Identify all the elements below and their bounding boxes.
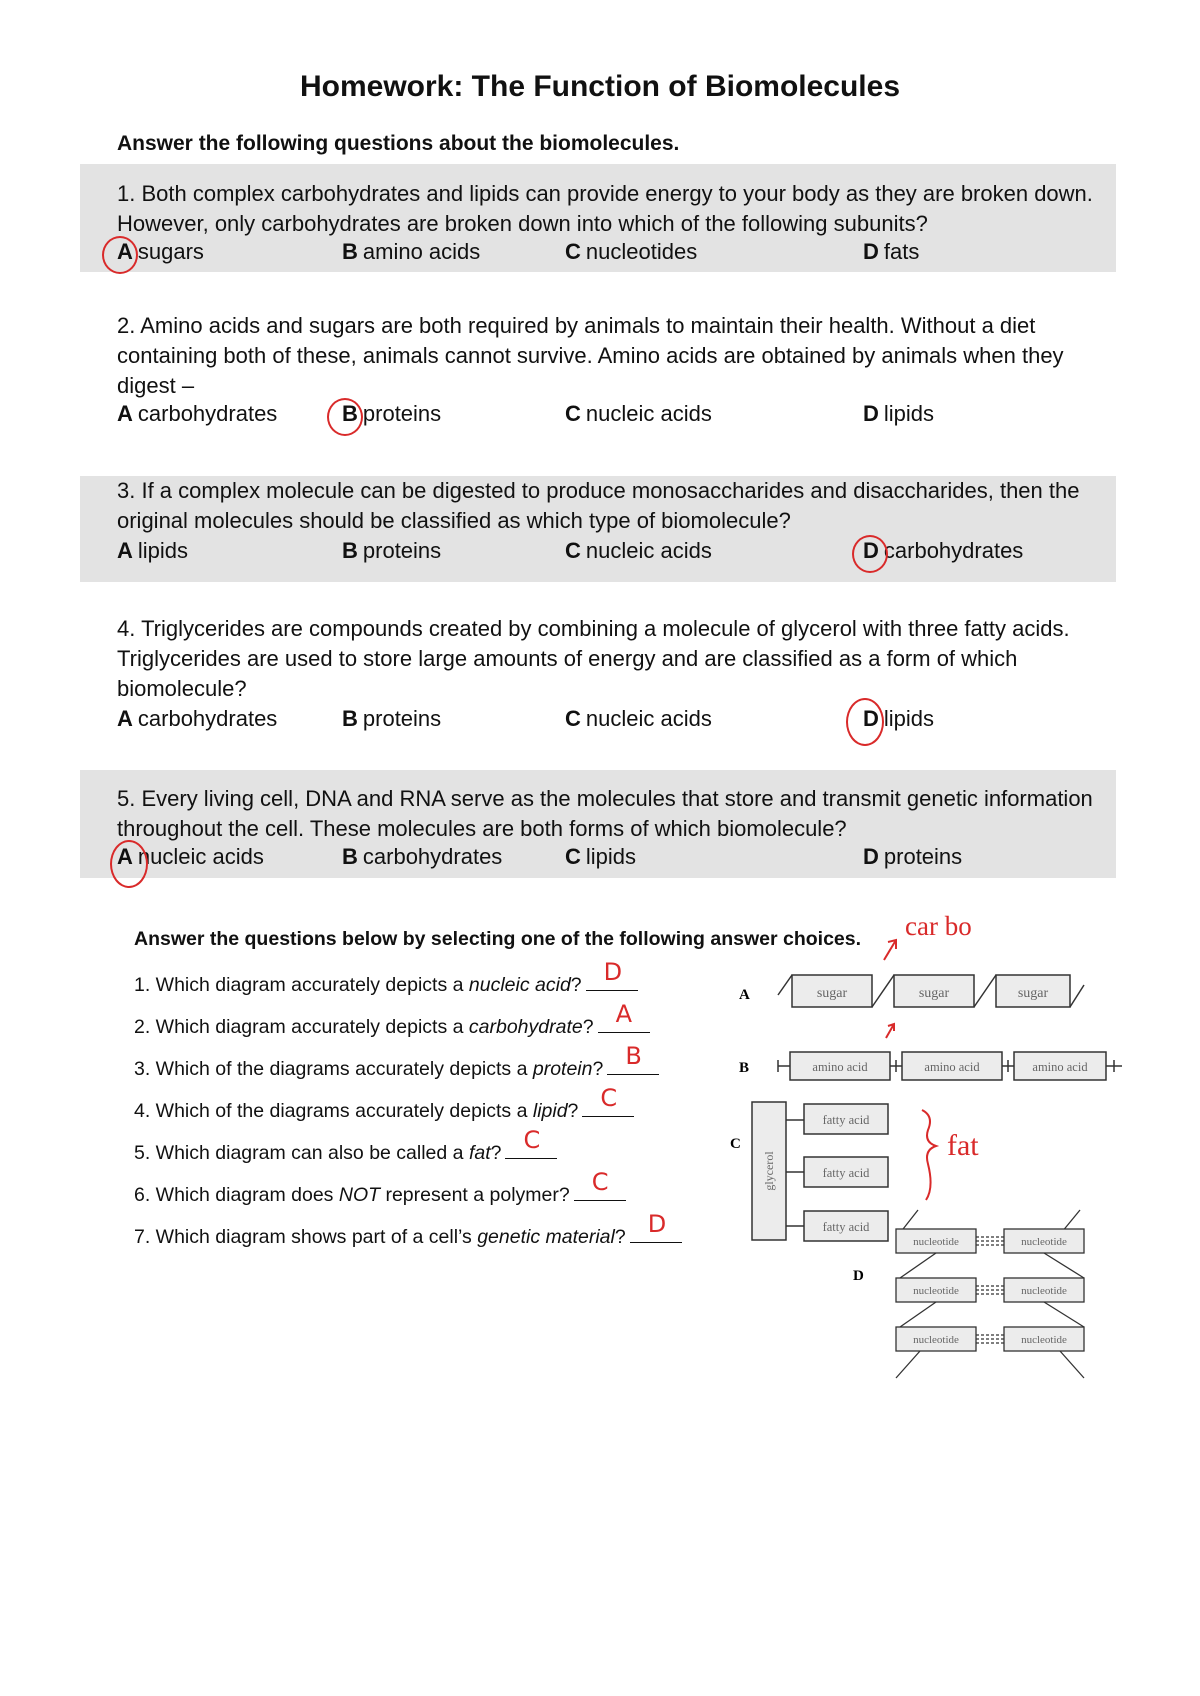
nucleotide-label: nucleotide bbox=[913, 1334, 959, 1346]
fatty-acid-label: fatty acid bbox=[822, 1220, 870, 1234]
matching-question-2: 2. Which diagram accurately depicts a carbohydrate? A bbox=[134, 1012, 650, 1039]
instructions: Answer the following questions about the biomolecules. bbox=[117, 132, 680, 155]
matching-question-4: 4. Which of the diagrams accurately depicts a lipid? C bbox=[134, 1096, 634, 1123]
option-c: C nucleic acids bbox=[565, 401, 712, 426]
option-a: A nucleic acids bbox=[117, 844, 264, 869]
handwritten-carbo: car bo bbox=[905, 911, 972, 941]
option-c: C lipids bbox=[565, 844, 637, 869]
nucleotide-label: nucleotide bbox=[1021, 1236, 1067, 1248]
option-b: B carbohydrates bbox=[342, 844, 503, 869]
question-text: 2. Amino acids and sugars are both required by animals to maintain their health. Without a diet containing both of these, animals cannot survive. Amino acids are obtained by animals when they digest – bbox=[117, 313, 1064, 398]
handwritten-answer: C bbox=[523, 1126, 541, 1154]
option-c: C nucleic acids bbox=[565, 538, 712, 563]
nucleotide-label: nucleotide bbox=[1021, 1334, 1067, 1346]
handwritten-answer: D bbox=[647, 1210, 667, 1238]
fatty-acid-label: fatty acid bbox=[822, 1166, 870, 1180]
option-a: A sugars bbox=[117, 239, 204, 264]
handwritten-answer: A bbox=[615, 1000, 633, 1028]
nucleotide-label: nucleotide bbox=[913, 1236, 959, 1248]
question-text: 5. Every living cell, DNA and RNA serve as the molecules that store and transmit genetic information throughout the cell. These molecules are both forms of which biomolecule? bbox=[117, 786, 1093, 841]
matching-question-7: 7. Which diagram shows part of a cell’s genetic material? D bbox=[134, 1222, 682, 1249]
question-text: 1. Both complex carbohydrates and lipids can provide energy to your body as they are broken down. However, only carbohydrates are broken down into which of the following subunits? bbox=[117, 181, 1093, 236]
handwritten-answer: B bbox=[625, 1042, 642, 1070]
option-d: D lipids bbox=[863, 706, 935, 731]
option-c: C nucleotides bbox=[565, 239, 698, 264]
sugar-label: sugar bbox=[1017, 986, 1049, 1001]
option-b: B proteins bbox=[342, 401, 442, 426]
nucleotide-label: nucleotide bbox=[1021, 1285, 1067, 1297]
matching-question-1: 1. Which diagram accurately depicts a nucleic acid? D bbox=[134, 970, 638, 997]
glycerol-label: glycerol bbox=[762, 1151, 776, 1191]
option-a: A carbohydrates bbox=[117, 401, 278, 426]
option-a: A lipids bbox=[117, 538, 189, 563]
handwritten-answer: D bbox=[603, 958, 623, 986]
handwritten-answer: C bbox=[591, 1168, 609, 1196]
option-b: B proteins bbox=[342, 706, 442, 731]
option-d: D fats bbox=[863, 239, 920, 264]
fatty-acid-label: fatty acid bbox=[822, 1113, 870, 1127]
question-text: 4. Triglycerides are compounds created by combining a molecule of glycerol with three fatty acids. Triglycerides are used to store large amounts of energy and are classified as a form of which biomolecule? bbox=[117, 616, 1070, 701]
diagram-b-label: B bbox=[739, 1060, 750, 1076]
amino-acid-label: amino acid bbox=[812, 1060, 868, 1074]
option-c: C nucleic acids bbox=[565, 706, 712, 731]
diagram-c-label: C bbox=[730, 1136, 741, 1152]
amino-acid-label: amino acid bbox=[1032, 1060, 1088, 1074]
question-text: 3. If a complex molecule can be digested to produce monosaccharides and disaccharides, then the original molecules should be classified as which type of biomolecule? bbox=[117, 478, 1080, 533]
option-b: B amino acids bbox=[342, 239, 481, 264]
matching-question-5: 5. Which diagram can also be called a fat? C bbox=[134, 1138, 557, 1165]
diagram-d-label: D bbox=[853, 1268, 864, 1284]
handwritten-fat: fat bbox=[947, 1129, 979, 1162]
nucleotide-label: nucleotide bbox=[913, 1285, 959, 1297]
diagram-a-label: A bbox=[739, 987, 750, 1003]
option-d: D lipids bbox=[863, 401, 935, 426]
option-d: D carbohydrates bbox=[863, 538, 1024, 563]
option-b: B proteins bbox=[342, 538, 442, 563]
handwritten-answer: C bbox=[600, 1084, 618, 1112]
sugar-label: sugar bbox=[816, 986, 848, 1001]
section-2-instructions: Answer the questions below by selecting one of the following answer choices. bbox=[134, 928, 862, 950]
option-d: D proteins bbox=[863, 844, 963, 869]
page-title: Homework: The Function of Biomolecules bbox=[299, 70, 901, 103]
matching-question-6: 6. Which diagram does NOT represent a polymer? C bbox=[134, 1180, 626, 1207]
sugar-label: sugar bbox=[918, 986, 950, 1001]
amino-acid-label: amino acid bbox=[924, 1060, 980, 1074]
matching-question-3: 3. Which of the diagrams accurately depicts a protein? B bbox=[134, 1054, 659, 1081]
option-a: A carbohydrates bbox=[117, 706, 278, 731]
